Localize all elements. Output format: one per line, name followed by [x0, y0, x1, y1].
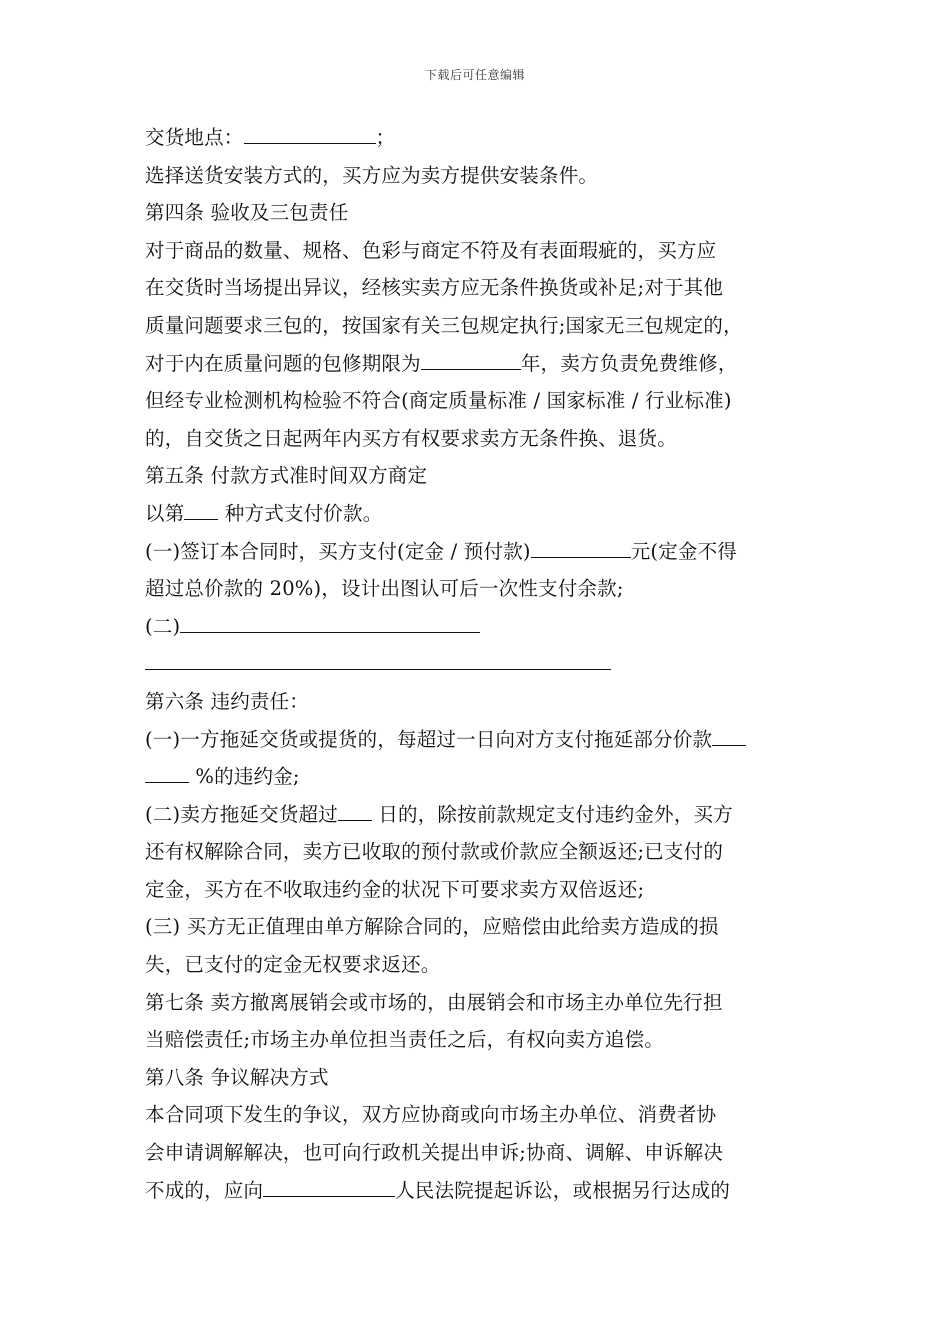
text-line: 的，自交货之日起两年内买方有权要求卖方无条件换、退货。 — [145, 426, 677, 450]
text: 不成的，应向 — [145, 1178, 264, 1202]
text-line: 失，已支付的定金无权要求返还。 — [145, 953, 441, 977]
text: 种方式支付价款。 — [218, 501, 383, 525]
fill-blank — [421, 350, 521, 370]
text: 对于内在质量问题的包修期限为 — [145, 351, 421, 375]
fill-blank — [184, 500, 218, 520]
text: 交货地点： — [145, 126, 244, 149]
text-line: 当赔偿责任;市场主办单位担当责任之后，有权向卖方追偿。 — [145, 1028, 664, 1052]
fill-blank — [338, 801, 372, 821]
text-line — [145, 758, 815, 796]
section-heading: 第八条 争议解决方式 — [145, 1065, 329, 1089]
text-line: 但经专业检测机构检验不符合(商定质量标准 / 国家标准 / 行业标准) — [145, 389, 732, 413]
text-line: 第七条 卖方撤离展销会或市场的，由展销会和市场主办单位先行担 — [145, 990, 723, 1014]
section-heading: 第五条 付款方式准时间双方商定 — [145, 464, 428, 488]
text-line: 在交货时当场提出异议，经核实卖方应无条件换货或补足;对于其他 — [145, 276, 724, 300]
text: ； — [375, 126, 396, 149]
text-line — [145, 533, 815, 571]
text-line — [145, 608, 815, 646]
text-line: 本合同项下发生的争议，双方应协商或向市场主办单位、消费者协 — [145, 1103, 717, 1127]
document-body — [145, 119, 815, 1209]
header-note: 下载后可任意编辑 — [424, 68, 525, 82]
text: (一)一方拖延交货或提货的，每超过一日向对方支付拖延部分价款 — [145, 727, 713, 751]
text: (一)签订本合同时，买方支付(定金 / 预付款) — [145, 539, 531, 563]
text: (二)卖方拖延交货超过 — [145, 802, 338, 826]
fill-blank — [145, 651, 611, 671]
text-line: 质量问题要求三包的，按国家有关三包规定执行;国家无三包规定的， — [145, 313, 743, 337]
text-line: 会申请调解解决，也可向行政机关提出申诉;协商、调解、申诉解决 — [145, 1141, 724, 1165]
fill-blank — [244, 124, 376, 144]
text-line: 还有权解除合同，卖方已收取的预付款或价款应全额返还;已支付的 — [145, 840, 724, 864]
text-line — [145, 645, 815, 683]
text-line — [145, 721, 815, 759]
fill-blank — [263, 1177, 395, 1197]
fill-blank — [180, 613, 480, 633]
text: (二) — [145, 614, 181, 638]
fill-blank — [712, 726, 746, 746]
section-heading: 第四条 验收及三包责任 — [145, 201, 349, 225]
text-line — [145, 495, 815, 533]
text: 以第 — [145, 501, 185, 525]
text-line — [145, 119, 815, 157]
text-line — [145, 1172, 815, 1210]
fill-blank — [145, 764, 189, 784]
fill-blank — [531, 538, 631, 558]
section-heading: 第六条 违约责任： — [145, 689, 309, 713]
text-line: 定金，买方在不收取违约金的状况下可要求卖方双倍返还; — [145, 877, 645, 901]
text-line — [145, 345, 815, 383]
text-line: 选择送货安装方式的，买方应为卖方提供安装条件。 — [145, 163, 599, 187]
text: %的违约金; — [189, 765, 300, 789]
text: 年，卖方负责免费维修， — [520, 351, 738, 375]
text-line: (三) 买方无正值理由单方解除合同的，应赔偿由此给卖方造成的损 — [145, 915, 719, 939]
text: 元(定金不得 — [630, 539, 738, 563]
text-line: 对于商品的数量、规格、色彩与商定不符及有表面瑕疵的，买方应 — [145, 238, 717, 262]
text-line — [145, 796, 815, 834]
text-line: 超过总价款的 20%)，设计出图认可后一次性支付余款; — [145, 577, 624, 601]
text: 人民法院提起诉讼，或根据另行达成的 — [395, 1178, 731, 1202]
text: 日的，除按前款规定支付违约金外，买方 — [371, 802, 733, 826]
